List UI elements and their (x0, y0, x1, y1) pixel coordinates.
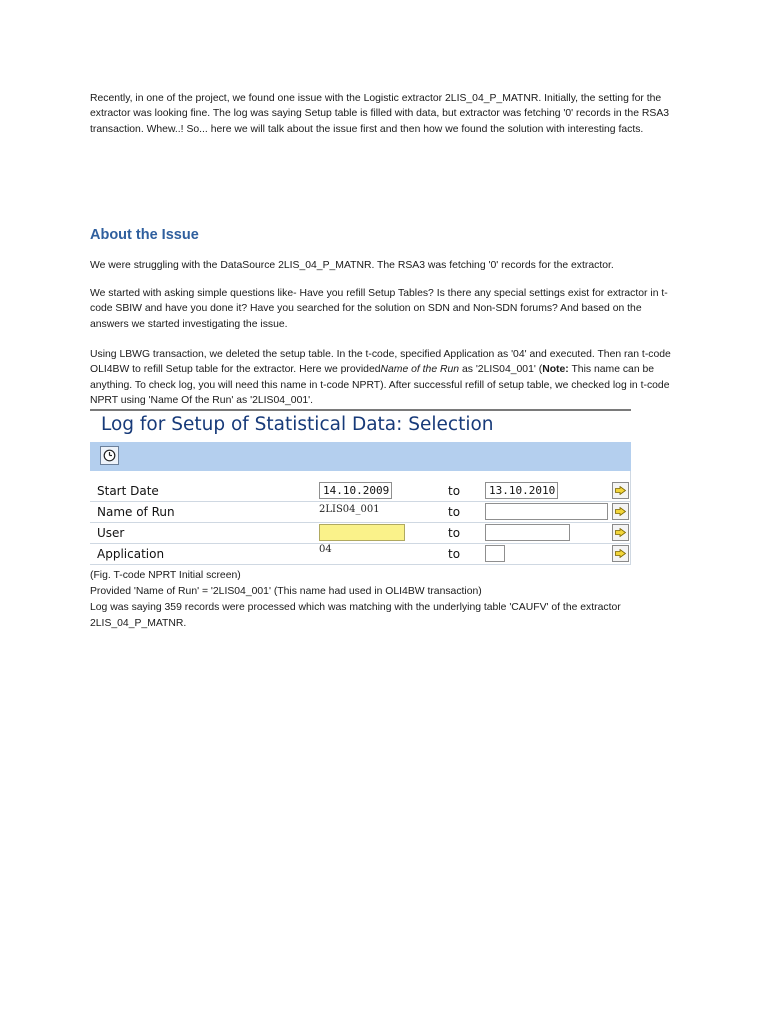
application-label: Application (97, 547, 165, 561)
para3-text-1: Using LBWG transaction, we deleted the setup table. In the t-code, specified Application as '04' and executed. Then ran t-code OLI4BW to refill Setup table for the extractor. Here we provided (90, 349, 671, 376)
screenshot-title: Log for Setup of Statistical Data: Selection (101, 414, 494, 435)
application-to-field[interactable] (485, 545, 505, 562)
start-date-to-field[interactable]: 13.10.2010 (485, 482, 558, 499)
name-of-run-from-field[interactable]: 2LIS04_001 (319, 504, 380, 515)
caption-line-3: Log was saying 359 records were processed which was matching with the underlying table 'CAUFV' of the extractor 2LIS_04_P_MATNR. (90, 602, 621, 629)
screenshot-right-border (630, 471, 631, 565)
issue-paragraph-2: We started with asking simple questions like- Have you refill Setup Tables? Is there any special settings exist for extractor in t-code SBIW and have you done it? Have you searched for the solution on SDN and Non-SDN forums? And based on the answers we started investigating the issue. (90, 288, 668, 330)
application-to-label: to (448, 547, 461, 561)
multiple-selection-arrow-icon[interactable] (612, 482, 629, 499)
multiple-selection-arrow-icon[interactable] (612, 545, 629, 562)
name-of-run-label: Name of Run (97, 505, 175, 519)
para3-text-3: This name can be anything. To check log, you will need this name in t-code NPRT). After successful refill of setup table, we checked log in t-code NPRT using 'Name Of the Run' as '2LIS04_001'. (90, 364, 670, 407)
multiple-selection-arrow-icon[interactable] (612, 524, 629, 541)
intro-paragraph: Recently, in one of the project, we found one issue with the Logistic extractor 2LIS_04_P_MATNR. Initially, the setting for the extractor was looking fine. The log was saying Setup table is filled with data, but extractor was fetching '0' records in the RSA3 transaction. Whew..! So... here we will talk about the issue first and then how we found the solution with interesting facts. (90, 93, 670, 135)
name-of-run-to-label: to (448, 505, 461, 519)
section-heading: About the Issue (90, 227, 199, 243)
application-from-field[interactable]: 04 (319, 544, 332, 555)
name-of-run-to-field[interactable] (485, 503, 608, 520)
nprt-screenshot (90, 409, 631, 565)
figure-caption (90, 568, 690, 632)
caption-line-2: Provided 'Name of Run' = '2LIS04_001' (This name had used in OLI4BW transaction) (90, 586, 482, 597)
row-application (90, 543, 631, 565)
screenshot-toolbar (90, 442, 631, 471)
row-start-date (90, 480, 631, 502)
user-to-field[interactable] (485, 524, 570, 541)
screenshot-top-divider (90, 409, 631, 411)
multiple-selection-arrow-icon[interactable] (612, 503, 629, 520)
start-date-label: Start Date (97, 484, 159, 498)
row-user (90, 522, 631, 544)
execute-clock-icon[interactable] (100, 446, 119, 465)
issue-paragraph-3 (90, 347, 680, 409)
row-name-of-run (90, 501, 631, 523)
start-date-from-field[interactable]: 14.10.2009 (319, 482, 392, 499)
user-to-label: to (448, 526, 461, 540)
issue-paragraph-1: We were struggling with the DataSource 2LIS_04_P_MATNR. The RSA3 was fetching '0' records for the extractor. (90, 260, 614, 271)
caption-line-1: (Fig. T-code NPRT Initial screen) (90, 570, 241, 581)
start-date-to-label: to (448, 484, 461, 498)
user-label: User (97, 526, 125, 540)
para3-text-2: as '2LIS04_001' ( (459, 364, 543, 376)
user-from-field[interactable] (319, 524, 405, 541)
para3-note-label: Note: (542, 364, 569, 376)
para3-italic-run-name: Name of the Run (380, 364, 460, 376)
